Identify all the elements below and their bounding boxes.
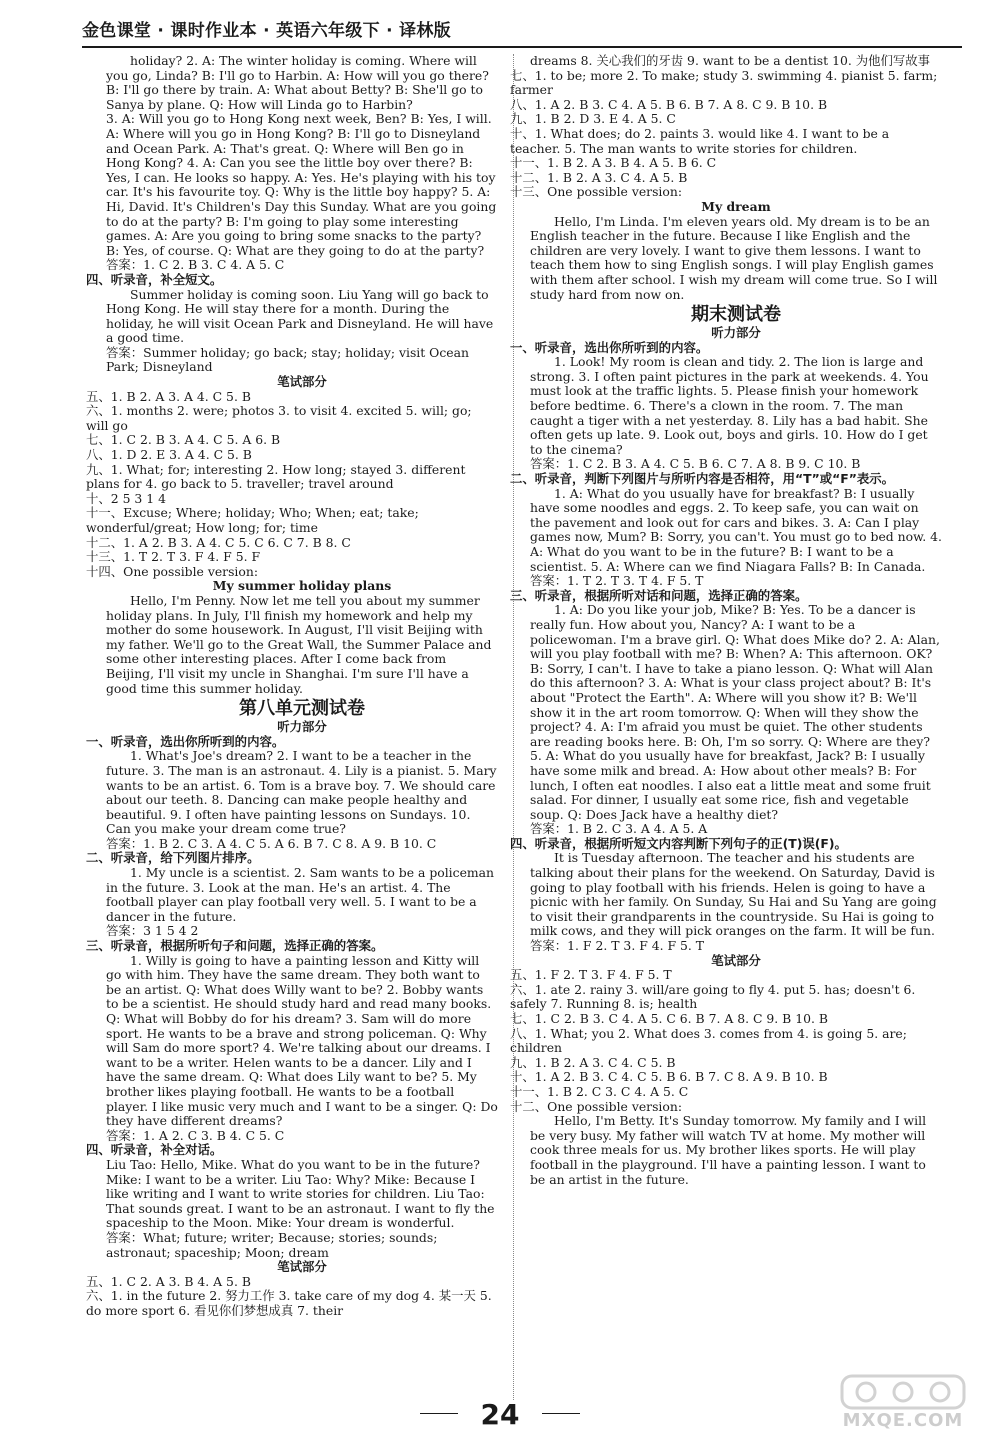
left-column-line: Liu Tao: Hello, Mike. What do you want to be in the future? Mike: I want to be a writer. Liu Tao: Why? Mike: Because I like writing and I want to write stories for children. Liu Tao: That sounds great. I want to be an astronaut. I want to fly the spaceship to the Moon. Mike: Your dream is wonderful.: [106, 1157, 495, 1231]
left-column-line: 答案：Summer holiday; go back; stay; holiday; visit Ocean Park; Disneyland: [106, 345, 469, 375]
right-column-line: 三、听录音，根据所听对话和问题，选择正确的答案。: [510, 588, 808, 603]
right-column-line: 答案：1. F 2. T 3. F 4. F 5. T: [530, 939, 705, 954]
left-column-line: 听力部分: [277, 720, 327, 735]
page-header: [82, 14, 962, 48]
left-column-line: 四、听录音，补全短文。: [86, 272, 223, 287]
right-column-line: dreams 8. 关心我们的牙齿 9. want to be a dentist 10. 为他们写故事: [530, 54, 931, 68]
right-column-line: 十二、1. B 2. A 3. C 4. A 5. B: [510, 170, 688, 185]
left-column-line: 笔试部分: [277, 1260, 327, 1275]
page-number: 24: [480, 1398, 520, 1431]
column-divider: [513, 54, 514, 1400]
left-column: [86, 54, 498, 1318]
footer-rule-left: [420, 1413, 458, 1414]
right-column-line: Hello, I'm Betty. It's Sunday tomorrow. My family and I will be very busy. My father will watch TV at home. My mother will cook three meals for us. My brother likes sports. He will play football in the playground. I'll have a painting lesson. I want to be an artist in the future.: [530, 1114, 927, 1187]
left-column-line: 二、听录音，给下列图片排序。: [86, 851, 260, 866]
left-column-line: 四、听录音，补全对话。: [86, 1143, 223, 1158]
right-column-line: 1. A: Do you like your job, Mike? B: Yes. To be a dancer is really fun. How about you, Nancy? A: I want to be a policewoman. I'm a brave girl. Q: What does Mike do? 2. A: Alan, will you play football with me? B: When? A: This afternoon. OK? B: Sorry, I can't. I have to take a piano lesson. Q: What will Alan do this afternoon? 3. A: What is your class project about? B: It's about "Protect the Earth". A: Where will you show it? B: We'll show it in the art room tomorrow. Q: When will they show the project? 4. A: I'm afraid you must be quiet. The other students are reading books here. B: Oh, I'm so sorry. Q: Where are they? 5. A: What do you usually have for breakfast, Jack? B: I usually have some milk and bread. A: How about other meals? B: For lunch, I often eat noodles. I also eat a little meat and some fruit salad. For dinner, I usually eat some rice, fish and vegetable soup. Q: Does Jack have a healthy diet?: [530, 603, 940, 822]
right-column-line: 七、1. to be; more 2. To make; study 3. swimming 4. pianist 5. farm; farmer: [510, 68, 938, 98]
left-column-line: 第八单元测试卷: [239, 698, 365, 720]
right-column-line: 答案：1. B 2. C 3. A 4. A 5. A: [530, 822, 708, 837]
right-column-line: 二、听录音，判断下列图片与所听内容是否相符，用“T”或“F”表示。: [510, 472, 895, 487]
right-column-line: Hello, I'm Linda. I'm eleven years old. My dream is to be an English teacher in the future. Because I like English and the children are very lovely. I want to give them lessons. I want to teach them how to sing English songs. I will play English games with them after school. I wish my dream will come true. So I will study hard from now on.: [530, 214, 938, 302]
left-column-line: 答案：3 1 5 4 2: [106, 924, 199, 939]
right-column-line: 十一、1. B 2. C 3. C 4. A 5. C: [510, 1084, 689, 1099]
left-column-line: My summer holiday plans: [212, 579, 392, 594]
left-column-line: 答案：1. B 2. C 3. A 4. C 5. A 6. B 7. C 8. A 9. B 10. C: [106, 836, 437, 851]
watermark-text: MXQE.COM: [842, 1410, 964, 1431]
right-column-line: 九、1. B 2. A 3. C 4. C 5. B: [510, 1055, 676, 1070]
left-column-line: 三、听录音，根据所听句子和问题，选择正确的答案。: [86, 939, 384, 954]
left-column-line: Hello, I'm Penny. Now let me tell you about my summer holiday plans. In July, I'll finish my homework and help my mother do some housework. In August, I'll visit Beijing with my father. We'll go to the Great Wall, the Summer Palace and some other interesting places. After I come back from Beijing, I'll visit my uncle in Shanghai. I'm sure I'll have a good time this summer holiday.: [106, 593, 492, 696]
left-column-line: 十四、One possible version:: [86, 564, 259, 579]
right-column-line: 答案：1. C 2. B 3. A 4. C 5. B 6. C 7. A 8. B 9. C 10. B: [530, 457, 861, 472]
left-column-line: 九、1. What; for; interesting 2. How long; stayed 3. different plans for 4. go back to 5. traveller; travel around: [86, 462, 466, 492]
right-column-line: 八、1. A 2. B 3. C 4. A 5. B 6. B 7. A 8. C 9. B 10. B: [510, 97, 828, 112]
left-column-line: 笔试部分: [277, 375, 327, 390]
right-column-line: 1. A: What do you usually have for breakfast? B: I usually have some noodles and eggs. 2. To keep safe, you can wait on the pavement and look out for cars and bikes. 3. A: Can I play games now, Mum? B: Sorry, you can't. You must go to bed now. 4. A: What do you want to be in the future? B: I want to be a scientist. 5. A: Where can we find Niagara Falls? B: In Canada.: [530, 486, 942, 574]
left-column-line: 十三、1. T 2. T 3. F 4. F 5. F: [86, 550, 261, 565]
right-column-line: 笔试部分: [711, 953, 761, 968]
watermark-logo: [838, 1372, 968, 1436]
left-column-line: 3. A: Will you go to Hong Kong next week, Ben? B: Yes, I will. A: Where will you go in Hong Kong? B: I'll go to Disneyland and Ocean Park. A: That's great. Q: Where will Ben go in Hong Kong? 4. A: Can you see the little boy over there? B: Yes, I can. He looks so happy. A: Yes. He's playing with his toy car. It's his favourite toy. Q: Why is the little boy happy? 5. A: Hi, David. It's Children's Day this Sunday. What are you going to do at the party? B: I'm going to play some interesting games. A: Are you going to bring some snacks to the party? B: Yes, of course. Q: What are they going to do at the party?: [106, 112, 497, 258]
left-column-line: 六、1. in the future 2. 努力工作 3. take care of my dog 4. 某一天 5. do more sport 6. 看见你们梦想成真 7. their: [86, 1289, 492, 1318]
header-title: 金色课堂 · 课时作业本 · 英语六年级下 · 译林版: [82, 21, 451, 41]
left-column-line: 八、1. D 2. E 3. A 4. C 5. B: [86, 448, 252, 463]
right-column-line: 五、1. F 2. T 3. F 4. F 5. T: [510, 968, 672, 983]
left-column-line: 1. What's Joe's dream? 2. I want to be a teacher in the future. 3. The man is an astronaut. 4. Lily is a pianist. 5. Mary wants to be an artist. 6. Tom is a brave boy. 7. We should care about our teeth. 8. Dancing can make people healthy and beautiful. 9. I often have painting lessons on Sundays. 10. Can you make your dream come true?: [106, 749, 497, 837]
right-column-line: 十、1. A 2. B 3. C 4. C 5. B 6. B 7. C 8. A 9. B 10. B: [510, 1070, 828, 1085]
left-column-line: 五、1. B 2. A 3. A 4. C 5. B: [86, 389, 251, 404]
right-column-line: 十一、1. B 2. A 3. B 4. A 5. B 6. C: [510, 156, 717, 171]
right-column-line: 听力部分: [711, 326, 761, 341]
footer-rule-right: [542, 1413, 580, 1414]
right-column-line: 七、1. C 2. B 3. C 4. A 5. C 6. B 7. A 8. C 9. B 10. B: [510, 1012, 828, 1026]
right-column-line: 六、1. ate 2. rainy 3. will/are going to fly 4. put 5. has; doesn't 6. safely 7. Running 8. is; health: [510, 982, 916, 1012]
left-column-line: 答案：1. A 2. C 3. B 4. C 5. C: [106, 1128, 285, 1143]
right-column-line: 四、听录音，根据所听短文内容判断下列句子的正(T)误(F)。: [510, 836, 847, 851]
right-column-line: 九、1. B 2. D 3. E 4. A 5. C: [510, 112, 676, 127]
left-column-line: 一、听录音，选出你所听到的内容。: [86, 734, 285, 749]
right-column-line: 期末测试卷: [691, 304, 781, 326]
right-column-line: My dream: [701, 199, 771, 214]
left-column-line: 十二、1. A 2. B 3. A 4. C 5. C 6. C 7. B 8. C: [86, 535, 351, 550]
left-column-line: 答案：What; future; writer; Because; stories; sounds; astronaut; spaceship; Moon; dream: [106, 1230, 438, 1260]
right-column-line: 答案：1. T 2. T 3. T 4. F 5. T: [530, 574, 704, 589]
right-column-line: 一、听录音，选出你所听到的内容。: [510, 340, 709, 355]
right-column-line: 十二、One possible version:: [510, 1099, 683, 1114]
right-column-line: 十、1. What does; do 2. paints 3. would like 4. I want to be a teacher. 5. The man wants to write stories for children.: [510, 126, 890, 156]
left-column-line: holiday? 2. A: The winter holiday is coming. Where will you go, Linda? B: I'll go to Harbin. A: How will you go there? B: I'll go there by train. A: What about Betty? B: She'll go to Sanya by plane. Q: How will Linda go to Harbin?: [106, 54, 489, 112]
left-column-line: 六、1. months 2. were; photos 3. to visit 4. excited 5. will; go; will go: [86, 404, 472, 433]
left-column-line: 十、2 5 3 1 4: [86, 491, 166, 506]
right-column-line: 1. Look! My room is clean and tidy. 2. The lion is large and strong. 3. I often paint pictures in the park at weekends. 4. You must look at the traffic lights. 5. Please finish your homework before bedtime. 6. There's a clown in the room. 7. The man caught a tiger with a net yesterday. 8. Lily has a bad habit. She often gets up late. 9. Look out, boys and girls. 10. How do I get to the cinema?: [530, 355, 929, 457]
right-column-line: 八、1. What; you 2. What does 3. comes from 4. is going 5. are; children: [510, 1026, 907, 1056]
left-column-line: 七、1. C 2. B 3. A 4. C 5. A 6. B: [86, 433, 281, 448]
right-column-line: 十三、One possible version:: [510, 185, 683, 200]
left-column-line: 1. Willy is going to have a painting lesson and Kitty will go with him. They have the same dream. They both want to be an artist. Q: What does Willy want to be? 2. Bobby wants to be a scientist. He should study hard and read many books. Q: What will Bobby do for his dream? 3. Sam will do more sport. He wants to be a brave and strong policeman. Q: Why will Sam do more sport? 4. We're talking about our dreams. I want to be a writer. Helen wants to be a dancer. Lily and I have the same dream. Q: What does Lily want to be? 5. My brother likes playing football. He wants to be a football player. I like music very much and I want to be a singer. Q: Do they have different dreams?: [106, 953, 498, 1129]
watermark-badge-icon: [838, 1372, 968, 1412]
left-column-line: 答案：1. C 2. B 3. C 4. A 5. C: [106, 258, 285, 273]
left-column-line: 十一、Excuse; Where; holiday; Who; When; eat; take; wonderful/great; How long; for; time: [86, 506, 419, 535]
right-column: [510, 54, 942, 1187]
left-column-line: 五、1. C 2. A 3. B 4. A 5. B: [86, 1274, 251, 1289]
left-column-line: Summer holiday is coming soon. Liu Yang will go back to Hong Kong. He will stay there for a month. During the holiday, he will visit Ocean Park and Disneyland. He will have a good time.: [106, 287, 494, 346]
right-column-line: It is Tuesday afternoon. The teacher and his students are talking about their plans for the weekend. On Saturday, David is going to play football with his friends. Helen is going to have a picnic with her family. On Sunday, Su Hai and Su Yang are going to visit their grandparents in the countryside. Su Hai is going to milk cows, and they will pick oranges on the farm. It will be fun.: [530, 851, 937, 939]
left-column-line: 1. My uncle is a scientist. 2. Sam wants to be a policeman in the future. 3. Look at the man. He's an artist. 4. The football player can play football very well. 5. I want to be a dancer in the future.: [106, 866, 495, 924]
